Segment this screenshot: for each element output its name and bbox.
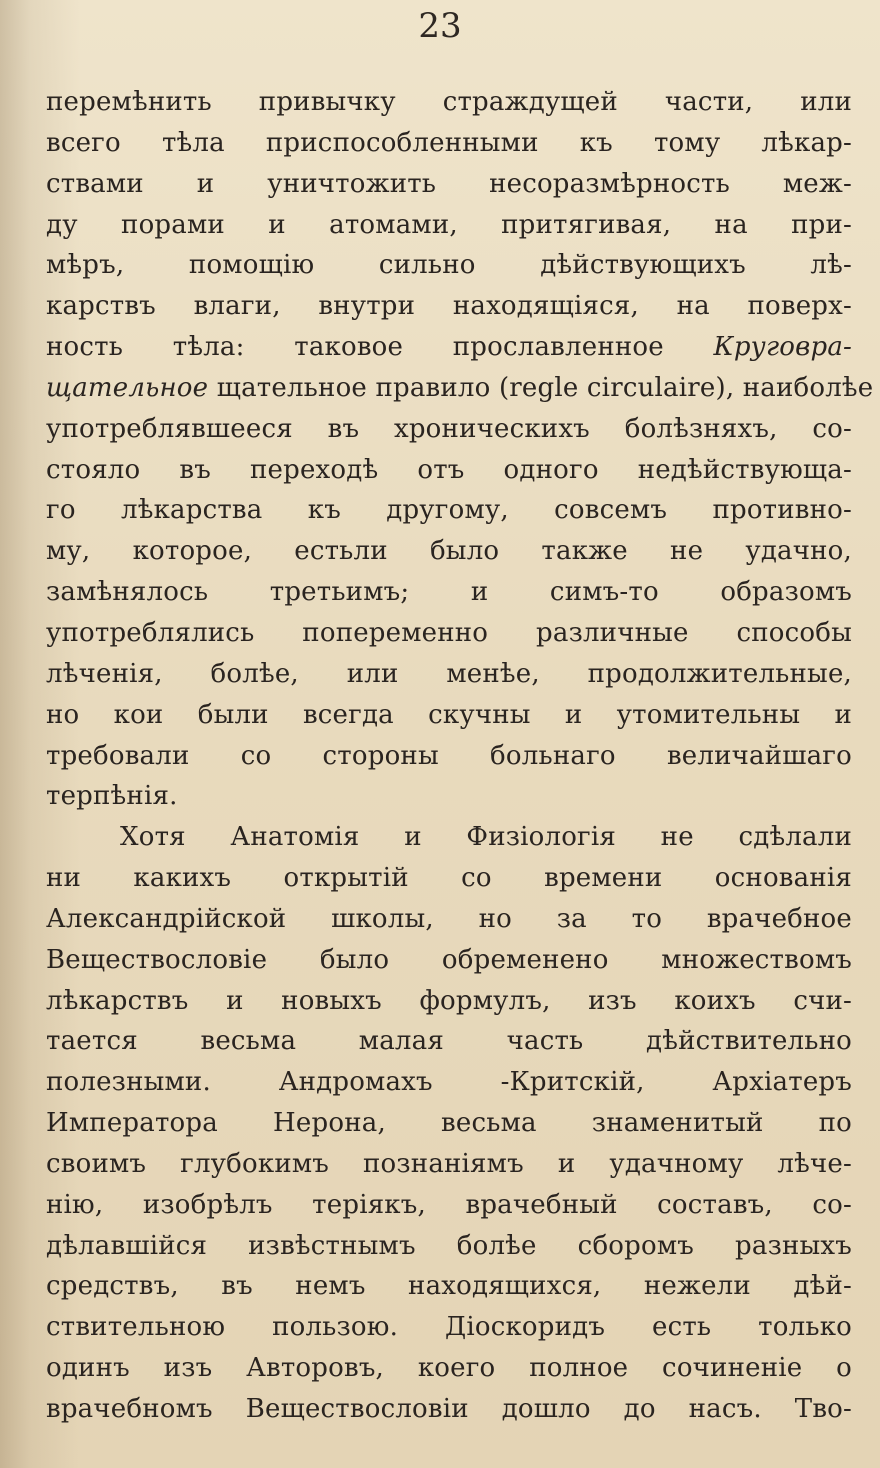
text-line: Александрійской школы, но за то врачебное bbox=[46, 903, 852, 934]
text-line: нію, изобрѣлъ теріякъ, врачебный составъ, со- bbox=[46, 1189, 852, 1220]
text-line: употреблявшееся въ хроническихъ болѣзняхъ, со- bbox=[46, 413, 852, 444]
text-line: му, которое, естьли было также не удачно, bbox=[46, 536, 852, 567]
text-line: стояло въ переходѣ отъ одного недѣйствующа- bbox=[46, 454, 852, 485]
text-line: лѣченія, болѣе, или менѣе, продолжительные, bbox=[46, 658, 852, 689]
italic-term: щательное bbox=[46, 372, 209, 403]
text-line: го лѣкарства къ другому, совсемъ противно- bbox=[46, 495, 852, 526]
text-line bbox=[46, 368, 874, 409]
text-line: замѣнялось третьимъ; и симъ-то образомъ bbox=[46, 577, 852, 608]
text-line: полезными. Андромахъ -Критскій, Архіатеръ bbox=[46, 1067, 852, 1098]
text-line: дѣлавшійся извѣстнымъ болѣе сборомъ разныхъ bbox=[46, 1230, 852, 1261]
text-line: тается весьма малая часть дѣйствительно bbox=[46, 1026, 852, 1057]
text-line: перемѣнить привычку страждущей части, или bbox=[46, 87, 852, 117]
text-line: Веществословіе было обременено множествомъ bbox=[46, 944, 852, 975]
paragraph-end-line: терпѣнія. bbox=[46, 781, 178, 812]
text-line: своимъ глубокимъ познаніямъ и удачному лѣче- bbox=[46, 1148, 852, 1179]
text-line: ду порами и атомами, притягивая, на при- bbox=[46, 209, 852, 240]
text-line: требовали со стороны больнаго величайшаго bbox=[46, 740, 852, 771]
text-line: мѣръ, помощію сильно дѣйствующихъ лѣ- bbox=[46, 250, 852, 281]
text-segment: ность тѣла: таковое прославленное bbox=[46, 332, 664, 363]
paragraph-start-line: Хотя Анатомія и Физіологія не сдѣлали bbox=[120, 822, 852, 853]
italic-term: Круговра- bbox=[713, 332, 853, 363]
text-line: Императора Нерона, весьма знаменитый по bbox=[46, 1108, 852, 1139]
text-line: употреблялись попеременно различные способы bbox=[46, 617, 852, 648]
text-line: лѣкарствъ и новыхъ формулъ, изъ коихъ счи- bbox=[46, 985, 852, 1016]
text-line: карствъ влаги, внутри находящіяся, на поверх- bbox=[46, 291, 852, 322]
text-segment: щательное правило (regle circulaire), наиболѣе bbox=[216, 372, 874, 403]
text-line bbox=[46, 327, 852, 368]
text-line: ствами и уничтожить несоразмѣрность меж- bbox=[46, 168, 852, 199]
text-line: но кои были всегда скучны и утомительны и bbox=[46, 699, 852, 730]
text-line: ствительною пользою. Діоскоридъ есть только bbox=[46, 1312, 852, 1343]
text-line: одинъ изъ Авторовъ, коего полное сочиненіе о bbox=[46, 1353, 852, 1384]
body-text bbox=[46, 82, 874, 1430]
text-line: ни какихъ открытій со времени основанія bbox=[46, 863, 852, 894]
page-number: 23 bbox=[418, 6, 462, 46]
text-line: средствъ, въ немъ находящихся, нежели дѣй- bbox=[46, 1271, 852, 1302]
text-line: всего тѣла приспособленными къ тому лѣкар- bbox=[46, 127, 852, 158]
text-line: врачебномъ Веществословіи дошло до насъ. Тво- bbox=[46, 1394, 852, 1424]
